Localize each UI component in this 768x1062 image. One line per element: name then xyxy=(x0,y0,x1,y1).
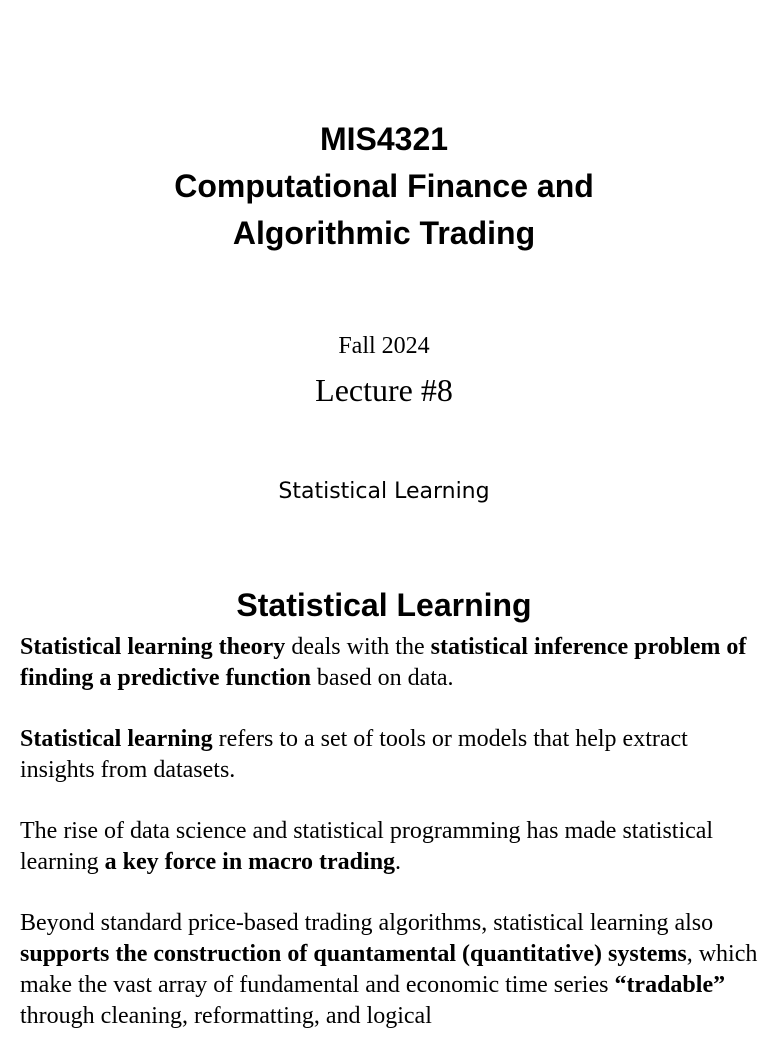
text: , which make the vast array of fundamental and economic time series xyxy=(20,941,758,998)
text: through cleaning, reformatting, and logical xyxy=(20,1003,432,1029)
paragraph-definition xyxy=(20,724,760,786)
text: deals with the xyxy=(285,634,431,660)
course-name-line2: Algorithmic Trading xyxy=(232,215,536,251)
paragraph-definition-theory xyxy=(20,632,760,694)
lecture-topic: Statistical Learning xyxy=(278,479,490,504)
bold-phrase: statistical inference problem of finding a predictive function xyxy=(20,634,747,691)
bold-phrase: “tradable” xyxy=(614,972,726,998)
text: The rise of data science and statistical programming has made statistical learning xyxy=(20,818,714,875)
bold-term: Statistical learning xyxy=(20,726,213,752)
bold-term: Statistical learning theory xyxy=(20,634,286,660)
slide-body xyxy=(20,632,760,1062)
lecture-number: Lecture #8 xyxy=(315,372,453,408)
bold-phrase: a key force in macro trading xyxy=(104,849,396,875)
text: Beyond standard price-based trading algorithms, statistical learning also xyxy=(20,910,714,936)
course-code: MIS4321 xyxy=(319,121,449,157)
course-name-line1: Computational Finance and xyxy=(174,168,594,204)
slide-title: Statistical Learning xyxy=(236,587,532,623)
term: Fall 2024 xyxy=(338,333,430,359)
text: refers to a set of tools or models that help extract insights from datasets. xyxy=(20,726,688,783)
bold-phrase: supports the construction of quantamental (quantitative) systems xyxy=(20,941,687,967)
text: . xyxy=(395,849,402,875)
text: based on data. xyxy=(310,665,454,691)
paragraph-rise xyxy=(20,816,760,878)
paragraph-beyond xyxy=(20,908,760,1032)
